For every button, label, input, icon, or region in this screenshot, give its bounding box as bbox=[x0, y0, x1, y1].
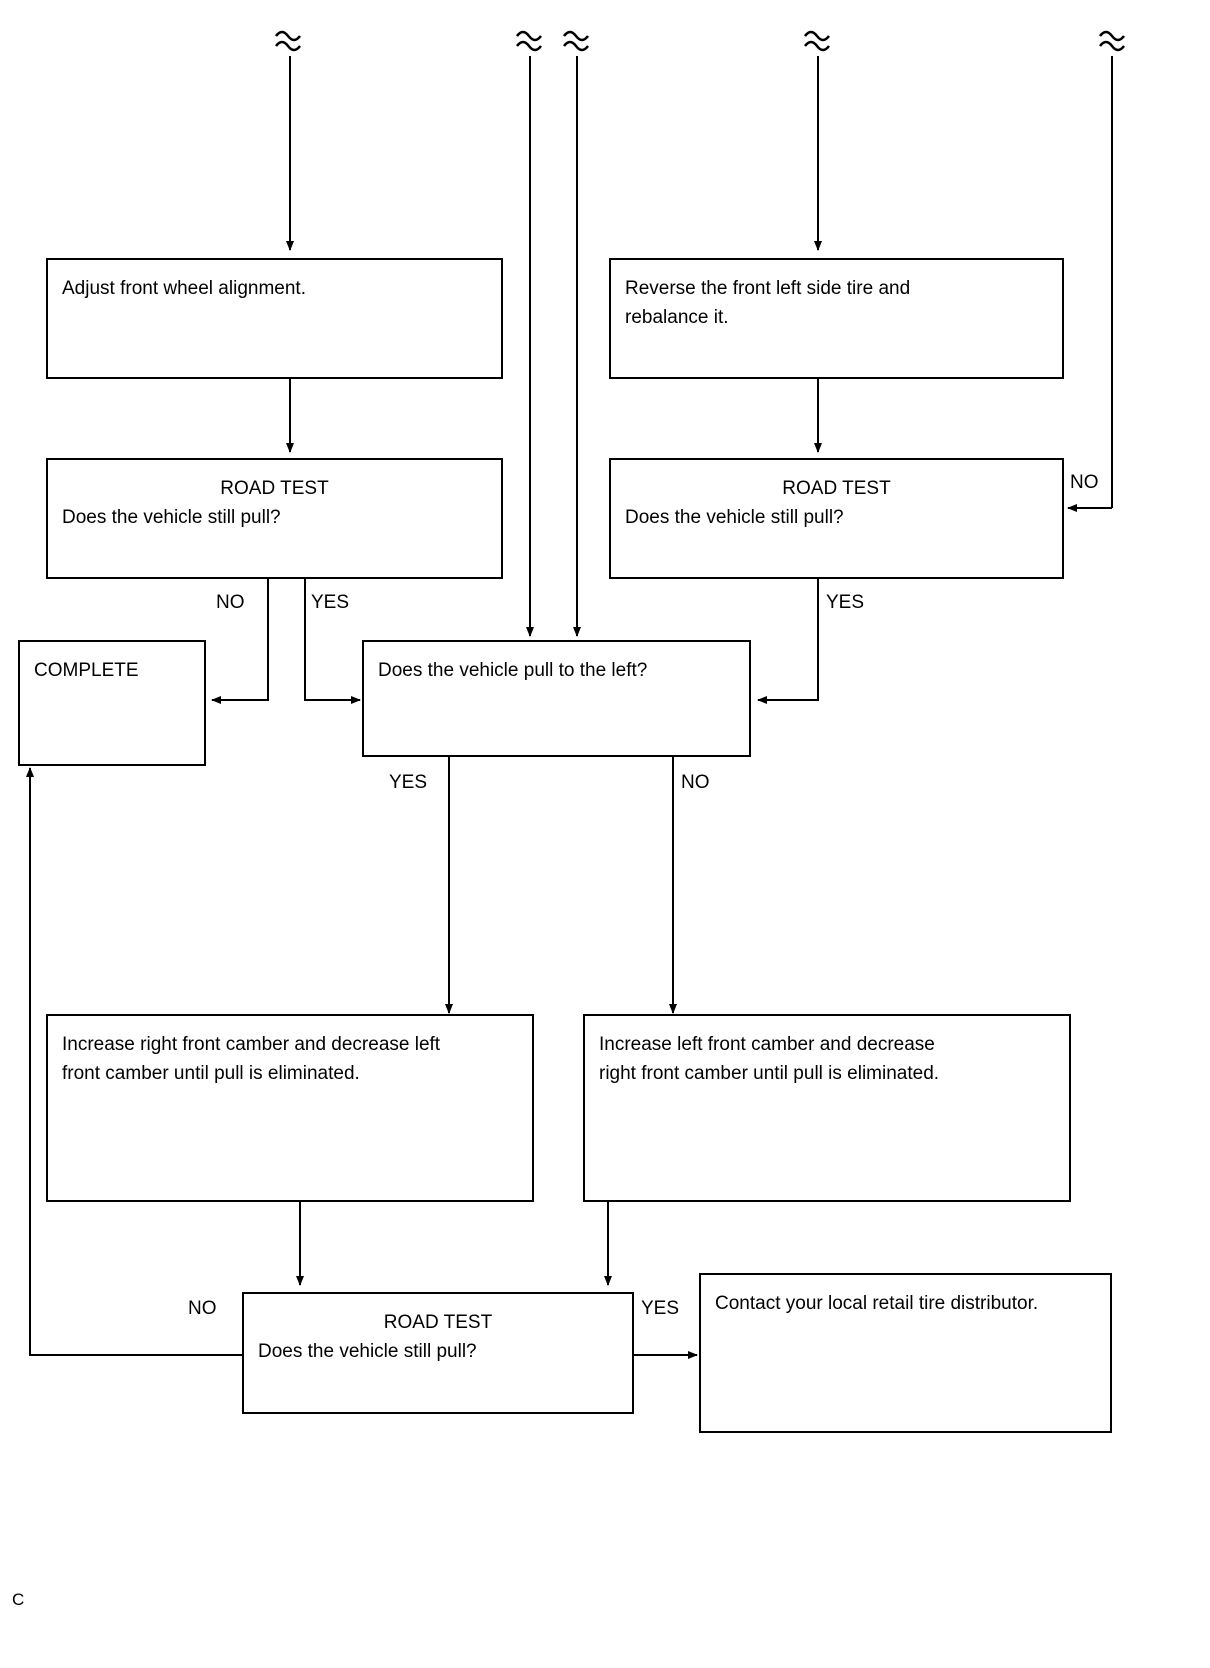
page-footnote: C bbox=[12, 1590, 25, 1609]
node-text: Adjust front wheel alignment. bbox=[62, 278, 306, 299]
road-test-question: Does the vehicle still pull? bbox=[258, 1341, 477, 1363]
edge-label-pull-left-yes: YES bbox=[389, 772, 428, 793]
node-road-test-bottom bbox=[242, 1292, 634, 1414]
road-test-title: ROAD TEST bbox=[220, 478, 329, 499]
node-adjust-front-wheel-alignment bbox=[46, 258, 503, 379]
road-test-title: ROAD TEST bbox=[782, 478, 891, 499]
node-reverse-front-left-tire bbox=[609, 258, 1064, 379]
node-increase-left-front-camber bbox=[583, 1014, 1071, 1202]
edge-label-left-roadtest-yes: YES bbox=[311, 592, 350, 613]
road-test-question: Does the vehicle still pull? bbox=[62, 507, 281, 529]
node-text-line-2: rebalance it. bbox=[625, 307, 729, 329]
edge-label-right-roadtest-yes: YES bbox=[826, 592, 865, 613]
edge-label-bottom-roadtest-yes: YES bbox=[641, 1298, 680, 1319]
node-road-test-right bbox=[609, 458, 1064, 579]
node-text: Does the vehicle pull to the left? bbox=[378, 660, 648, 681]
edge-label-left-roadtest-no: NO bbox=[216, 592, 245, 613]
node-increase-right-front-camber bbox=[46, 1014, 534, 1202]
edge-label-right-roadtest-no: NO bbox=[1070, 472, 1099, 493]
node-text: COMPLETE bbox=[34, 660, 139, 681]
edge-label-bottom-roadtest-no: NO bbox=[188, 1298, 217, 1319]
edge-label-pull-left-no: NO bbox=[681, 772, 710, 793]
road-test-title: ROAD TEST bbox=[383, 1312, 493, 1333]
node-contact-tire-distributor bbox=[699, 1273, 1112, 1433]
node-text-line-1: Increase right front camber and decrease left bbox=[62, 1034, 441, 1055]
node-text: Contact your local retail tire distributor. bbox=[715, 1293, 1039, 1314]
node-text-line-1: Increase left front camber and decrease bbox=[599, 1034, 935, 1055]
node-complete bbox=[18, 640, 206, 766]
node-text-line-2: front camber until pull is eliminated. bbox=[62, 1063, 360, 1085]
node-road-test-left bbox=[46, 458, 503, 579]
node-pull-to-left-question bbox=[362, 640, 751, 757]
node-text-line-1: Reverse the front left side tire and bbox=[625, 278, 911, 299]
road-test-question: Does the vehicle still pull? bbox=[625, 507, 844, 529]
node-text-line-2: right front camber until pull is eliminated. bbox=[599, 1063, 940, 1085]
